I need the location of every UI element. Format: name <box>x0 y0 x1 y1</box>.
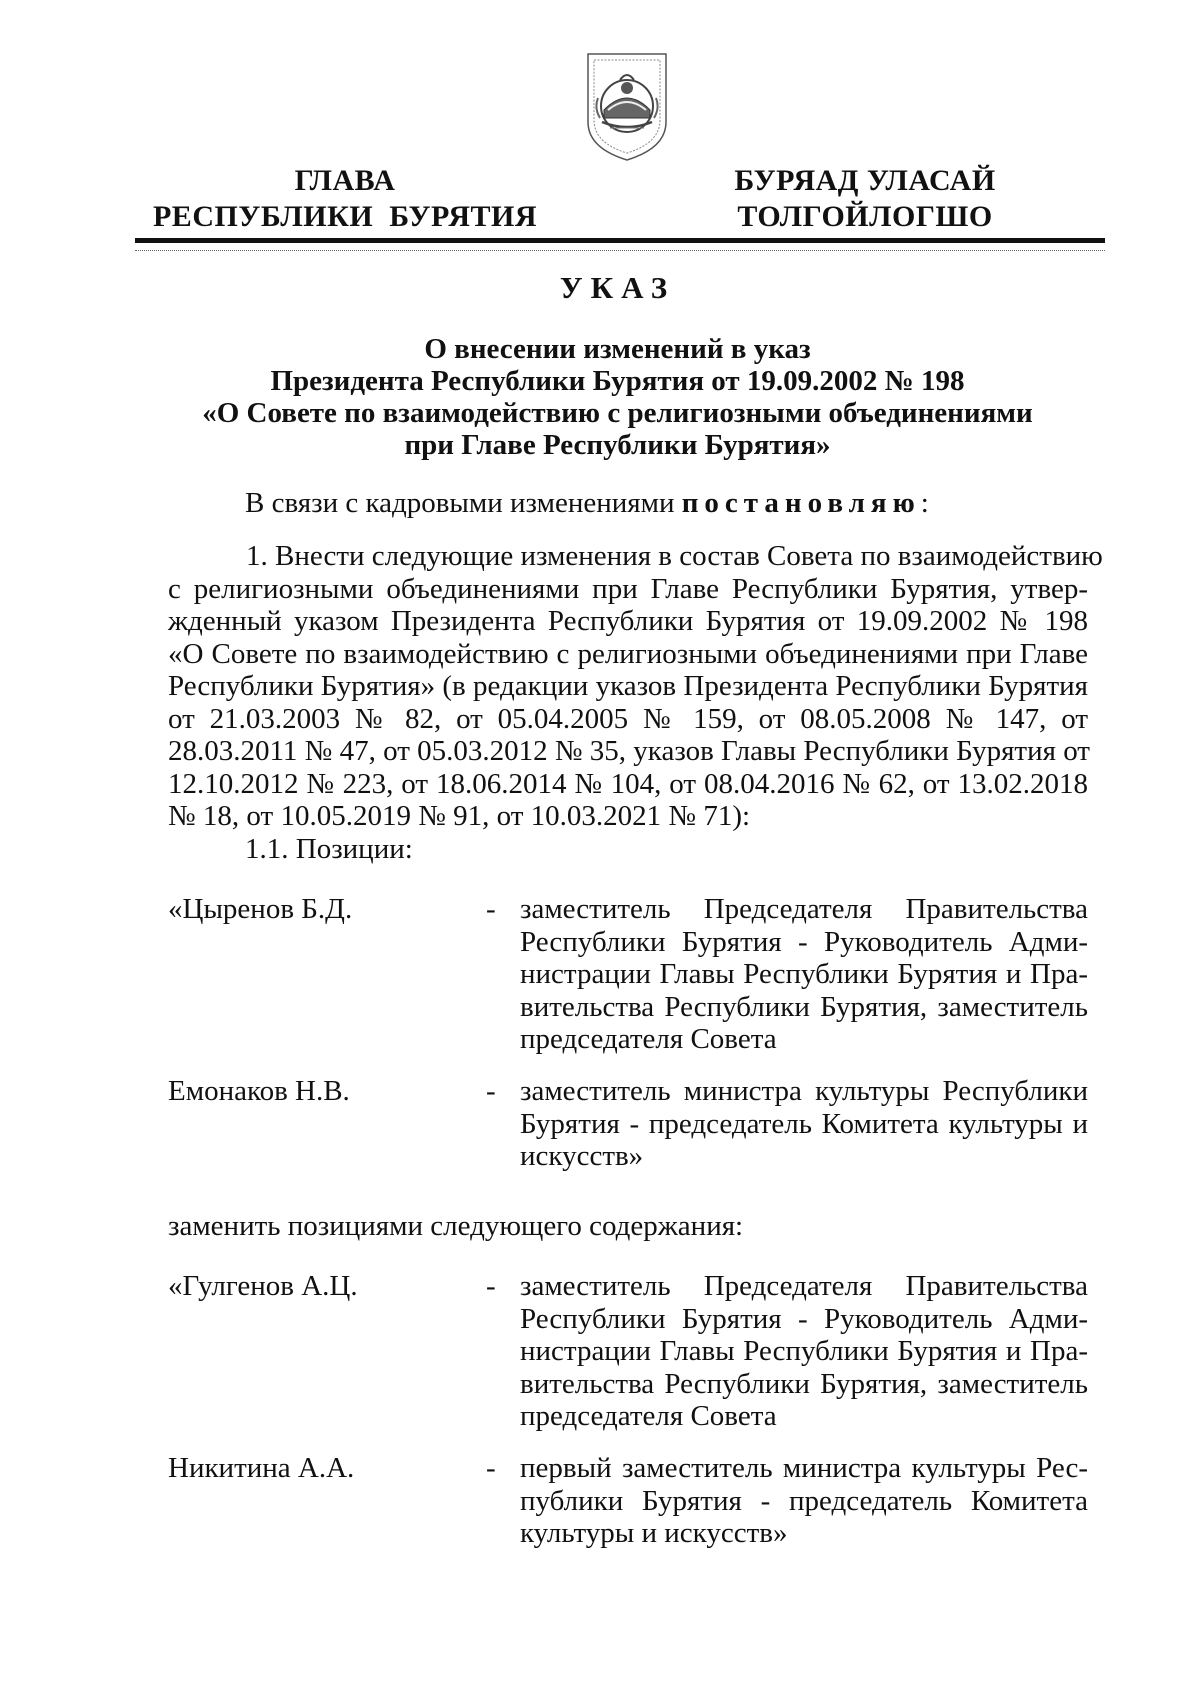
paragraph-line: 1. Внести следующие изменения в состав Совета по взаимодействию <box>246 540 1103 572</box>
position-name: Емонаков Н.В. <box>168 1075 350 1107</box>
header-left-line: РЕСПУБЛИКИ БУРЯТИЯ <box>152 200 538 233</box>
position-dash: - <box>486 893 496 925</box>
paragraph-line: 12.10.2012 № 223, от 18.06.2014 № 104, от 08.04.2016 № 62, от 13.02.2018 <box>168 767 1088 800</box>
paragraph-line: 28.03.2011 № 47, от 05.03.2012 № 35, указов Главы Республики Бурятия от <box>168 735 1090 767</box>
role-line: нистрации Главы Республики Бурятия и Пра- <box>520 958 1088 990</box>
subject-line: Президента Республики Бурятия от 19.09.2002 № 198 <box>270 365 965 397</box>
role-line: вительства Республики Бурятия, заместитель <box>520 1367 1088 1400</box>
position-dash: - <box>486 1270 496 1302</box>
position-dash: - <box>486 1452 496 1484</box>
preamble-suffix: : <box>920 487 929 519</box>
replace-instruction: заменить позициями следующего содержания: <box>168 1210 744 1242</box>
paragraph-line: «О Совете по взаимодействию с религиозными объединениями при Главе <box>168 637 1088 670</box>
position-name: «Цыренов Б.Д. <box>168 893 353 925</box>
subpoint-label: 1.1. Позиции: <box>245 833 413 865</box>
paragraph-line: № 18, от 10.05.2019 № 91, от 10.03.2021 № 71): <box>168 800 751 832</box>
subject-line: при Главе Республики Бурятия» <box>404 429 831 461</box>
role-line: первый заместитель министра культуры Рес- <box>520 1452 1088 1484</box>
buryatia-coat-of-arms-icon <box>580 48 674 164</box>
header-left-title <box>150 163 540 235</box>
role-line: председателя Совета <box>520 1400 777 1432</box>
role-line: публики Бурятия - председатель Комитета <box>520 1484 1088 1517</box>
role-line: заместитель Председателя Правительства <box>520 1270 1088 1302</box>
subject-line: «О Совете по взаимодействию с религиозными объединениями <box>202 397 1033 429</box>
role-line: Республики Бурятия - Руководитель Адми- <box>520 1302 1088 1335</box>
role-line: Республики Бурятия - Руководитель Адми- <box>520 925 1088 958</box>
position-name: Никитина А.А. <box>168 1452 355 1484</box>
position-role <box>520 1270 1088 1433</box>
header-divider-thick <box>135 238 1105 243</box>
header-left-line: ГЛАВА <box>294 164 396 197</box>
document-subject <box>150 333 1085 461</box>
header-right-line: БУРЯАД УЛАСАЙ <box>734 164 996 197</box>
role-line: заместитель Председателя Правительства <box>520 893 1088 925</box>
document-title: УКАЗ <box>559 270 676 305</box>
role-line: председателя Совета <box>520 1023 777 1055</box>
header-divider-thin <box>135 250 1105 251</box>
header-right-title <box>700 163 1030 235</box>
paragraph-1 <box>168 540 1103 833</box>
decree-word: постановляю <box>681 487 921 519</box>
position-dash: - <box>486 1075 496 1107</box>
position-role <box>520 1452 1088 1550</box>
role-line: вительства Республики Бурятия, заместитель <box>520 990 1088 1023</box>
preamble <box>245 487 929 520</box>
position-name: «Гулгенов А.Ц. <box>168 1270 358 1302</box>
position-role <box>520 1075 1088 1173</box>
role-line: культуры и искусств» <box>520 1517 788 1549</box>
role-line: Бурятия - председатель Комитета культуры и <box>520 1107 1088 1140</box>
paragraph-line: с религиозными объединениями при Главе Республики Бурятия, утвер- <box>168 572 1088 605</box>
paragraph-line: от 21.03.2003 № 82, от 05.04.2005 № 159, от 08.05.2008 № 147, от <box>168 702 1088 735</box>
subject-line: О внесении изменений в указ <box>424 333 811 365</box>
paragraph-line: жденный указом Президента Республики Бурятия от 19.09.2002 № 198 <box>168 605 1088 637</box>
role-line: нистрации Главы Республики Бурятия и Пра- <box>520 1335 1088 1367</box>
role-line: искусств» <box>520 1140 644 1172</box>
role-line: заместитель министра культуры Республики <box>520 1075 1088 1107</box>
preamble-text: В связи с кадровыми изменениями <box>245 487 682 519</box>
position-role <box>520 893 1088 1056</box>
paragraph-line: Республики Бурятия» (в редакции указов Президента Республики Бурятия <box>168 670 1088 702</box>
header-right-line: ТОЛГОЙЛОГШО <box>737 200 993 233</box>
